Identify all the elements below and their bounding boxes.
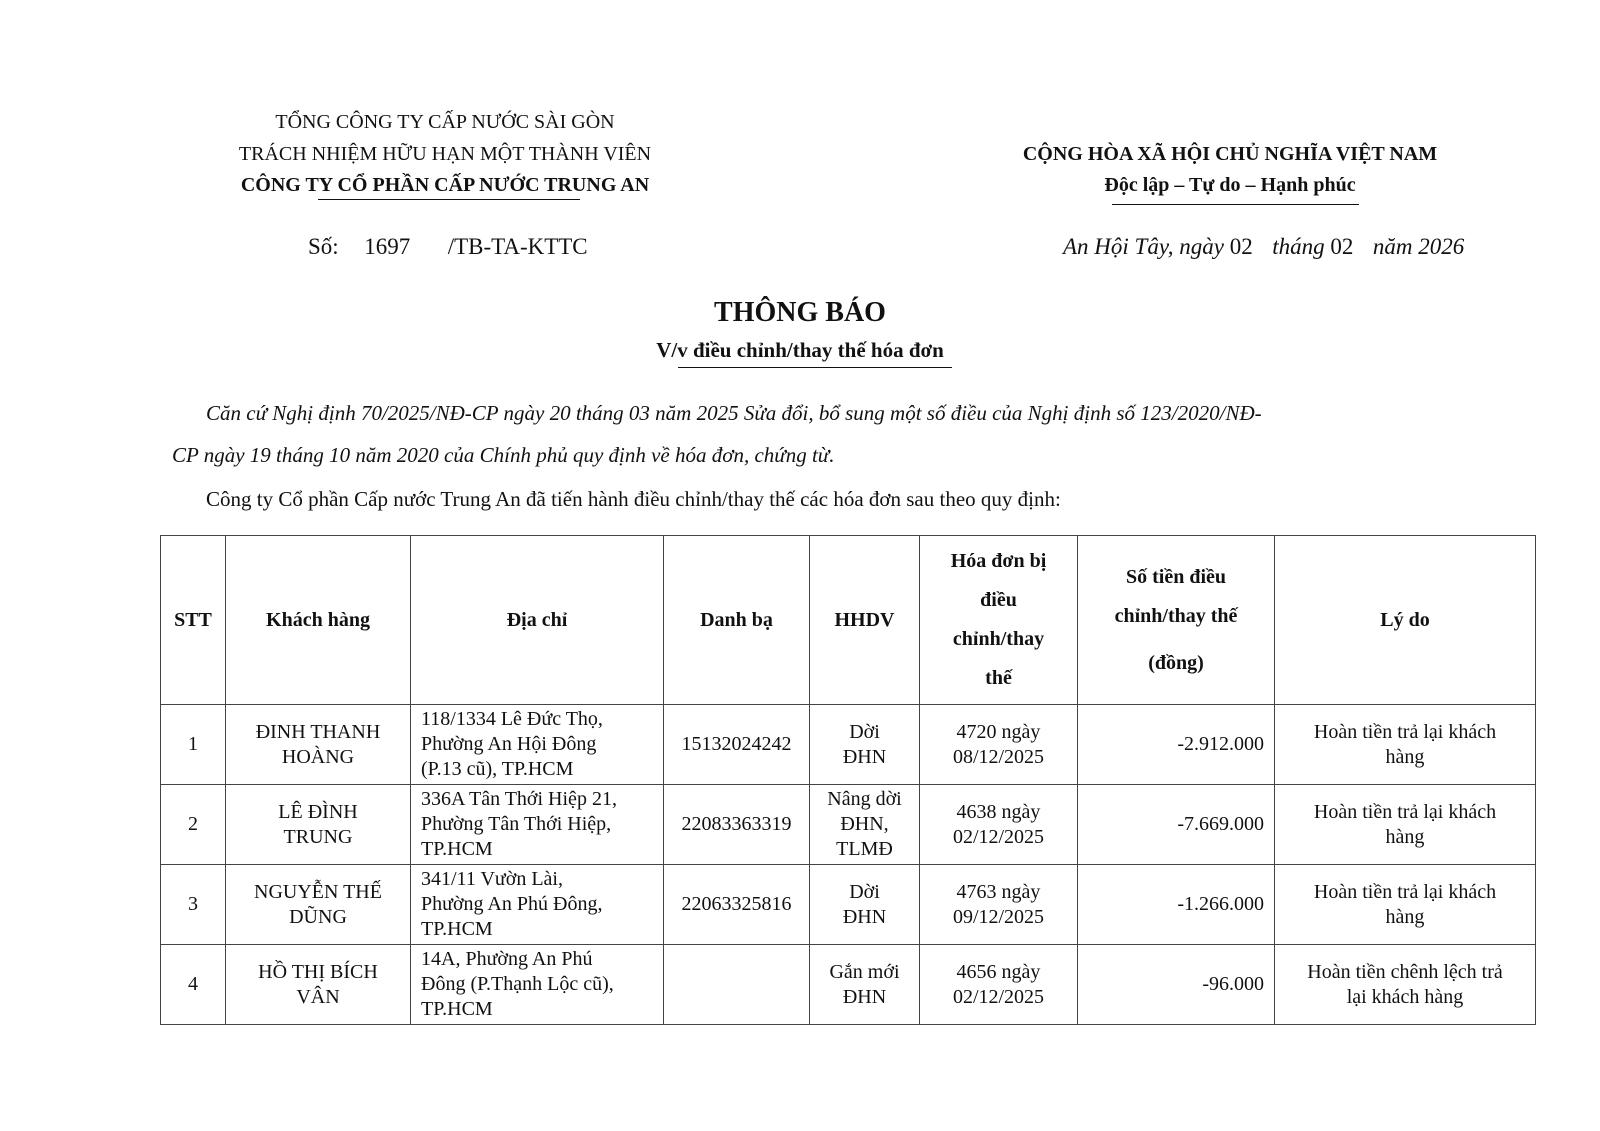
cell-invoice (920, 705, 1078, 785)
table-row (161, 705, 1536, 785)
document-number-prefix: Số: (308, 234, 339, 259)
cell-line: 336A Tân Thới Hiệp 21, (421, 788, 617, 810)
cell-customer (226, 945, 411, 1025)
header-amount-line: chỉnh/thay thế (1114, 604, 1238, 627)
cell-amount: -7.669.000 (1078, 785, 1275, 865)
cell-reason (1275, 705, 1536, 785)
cell-line: 4720 ngày (956, 720, 1041, 743)
header-invoice-line: chỉnh/thay (952, 628, 1045, 650)
header-invoice (920, 536, 1078, 705)
cell-line: Hoàn tiền trả lại khách (1313, 880, 1497, 903)
cell-contract: 15132024242 (664, 705, 810, 785)
cell-customer (226, 785, 411, 865)
cell-line: Hoàn tiền chênh lệch trả (1307, 960, 1503, 983)
cell-contract: 22063325816 (664, 865, 810, 945)
table-row (161, 785, 1536, 865)
header-amount (1078, 536, 1275, 705)
cell-line: TLMĐ (836, 838, 893, 860)
cell-invoice (920, 785, 1078, 865)
cell-line: 02/12/2025 (952, 985, 1045, 1008)
header-service: HHDV (810, 536, 920, 705)
cell-stt: 3 (161, 865, 226, 945)
cell-line: hàng (1385, 825, 1425, 848)
cell-line: 4656 ngày (956, 960, 1041, 983)
subtitle-underline (678, 367, 952, 368)
cell-line: ĐINH THANH (255, 720, 381, 743)
parent-company-type: TRÁCH NHIỆM HỮU HẠN MỘT THÀNH VIÊN (238, 143, 652, 165)
cell-line: ĐHN (842, 905, 887, 928)
cell-amount: -96.000 (1078, 945, 1275, 1025)
cell-address (411, 705, 664, 785)
cell-line: Hoàn tiền trả lại khách (1313, 800, 1497, 823)
national-motto-underline (1112, 204, 1359, 205)
cell-line: hàng (1385, 905, 1425, 928)
cell-line: Phường An Phú Đông, (421, 893, 603, 915)
document-number-value: 1697 (364, 234, 411, 259)
cell-customer (226, 865, 411, 945)
table-row (161, 865, 1536, 945)
cell-line: 4763 ngày (956, 880, 1041, 903)
cell-line: hàng (1385, 745, 1425, 768)
cell-line: HOÀNG (281, 745, 355, 768)
date-place: An Hội Tây, ngày (1063, 234, 1224, 259)
cell-line: 4638 ngày (956, 800, 1041, 823)
date-month: 02 (1330, 234, 1354, 259)
date-month-label: tháng (1272, 234, 1325, 259)
cell-reason (1275, 785, 1536, 865)
cell-line: Phường Tân Thới Hiệp, (421, 813, 612, 835)
date-day: 02 (1229, 234, 1253, 259)
company-name: CÔNG TY CỔ PHẦN CẤP NƯỚC TRUNG AN (240, 174, 650, 196)
document-title: THÔNG BÁO (714, 297, 886, 328)
cell-amount: -2.912.000 (1078, 705, 1275, 785)
header-customer: Khách hàng (226, 536, 411, 705)
cell-line: DŨNG (289, 905, 347, 928)
header-invoice-line: thế (985, 667, 1012, 689)
cell-line: LÊ ĐÌNH (278, 800, 358, 823)
cell-line: Dời (849, 720, 880, 743)
date-line (1063, 234, 1464, 260)
cell-contract (664, 945, 810, 1025)
cell-address (411, 865, 664, 945)
cell-invoice (920, 865, 1078, 945)
cell-line: NGUYỄN THẾ (254, 880, 382, 903)
cell-line: Gắn mới (829, 960, 900, 983)
document-subtitle: V/v điều chỉnh/thay thế hóa đơn (656, 338, 944, 362)
date-year: năm 2026 (1372, 234, 1465, 259)
table-row (161, 945, 1536, 1025)
cell-line: TP.HCM (421, 918, 493, 940)
header-address: Địa chỉ (411, 536, 664, 705)
cell-line: Dời (849, 880, 880, 903)
cell-line: ĐHN, (840, 813, 889, 835)
cell-line: 09/12/2025 (952, 905, 1045, 928)
national-title: CỘNG HÒA XÃ HỘI CHỦ NGHĨA VIỆT NAM (1022, 143, 1438, 165)
cell-address (411, 785, 664, 865)
cell-line: TP.HCM (421, 838, 493, 860)
header-stt: STT (161, 536, 226, 705)
parent-company-name: TỔNG CÔNG TY CẤP NƯỚC SÀI GÒN (275, 111, 615, 133)
document-number-suffix: /TB-TA-KTTC (447, 234, 588, 259)
cell-service (810, 865, 920, 945)
cell-line: VÂN (296, 985, 340, 1008)
header-reason: Lý do (1275, 536, 1536, 705)
header-amount-line: (đồng) (1148, 651, 1204, 674)
cell-line: 14A, Phường An Phú (421, 948, 593, 970)
cell-line: (P.13 cũ), TP.HCM (421, 758, 574, 780)
cell-line: ĐHN (842, 985, 887, 1008)
table-header-row (161, 536, 1536, 705)
header-contract: Danh bạ (664, 536, 810, 705)
cell-line: Đông (P.Thạnh Lộc cũ), (421, 973, 614, 995)
legal-basis-line-2: CP ngày 19 tháng 10 năm 2020 của Chính phủ quy định về hóa đơn, chứng từ. (172, 443, 835, 467)
cell-line: 341/11 Vườn Lài, (421, 868, 563, 890)
cell-address (411, 945, 664, 1025)
legal-basis-line-1: Căn cứ Nghị định 70/2025/NĐ-CP ngày 20 tháng 03 năm 2025 Sửa đổi, bổ sung một số điều của Nghị định số 123/2020/NĐ- (206, 401, 1262, 425)
cell-line: HỒ THỊ BÍCH (258, 960, 378, 983)
cell-contract: 22083363319 (664, 785, 810, 865)
cell-line: TP.HCM (421, 998, 493, 1020)
cell-reason (1275, 865, 1536, 945)
company-name-underline (318, 199, 580, 200)
header-invoice-line: điều (980, 589, 1017, 611)
cell-service (810, 785, 920, 865)
cell-service (810, 945, 920, 1025)
cell-line: TRUNG (283, 825, 353, 848)
header-invoice-line: Hóa đơn bị (950, 550, 1047, 572)
cell-stt: 4 (161, 945, 226, 1025)
cell-line: 118/1334 Lê Đức Thọ, (421, 708, 603, 730)
header-amount-line: Số tiền điều (1125, 565, 1227, 588)
cell-line: ĐHN (842, 745, 887, 768)
cell-amount: -1.266.000 (1078, 865, 1275, 945)
cell-stt: 2 (161, 785, 226, 865)
cell-service (810, 705, 920, 785)
cell-customer (226, 705, 411, 785)
cell-line: lại khách hàng (1346, 985, 1464, 1008)
cell-invoice (920, 945, 1078, 1025)
cell-line: Hoàn tiền trả lại khách (1313, 720, 1497, 743)
cell-line: Phường An Hội Đông (421, 733, 597, 755)
cell-line: Nâng dời (827, 788, 902, 810)
cell-line: 08/12/2025 (952, 745, 1045, 768)
invoice-adjustment-table (160, 535, 1536, 1025)
national-motto: Độc lập – Tự do – Hạnh phúc (1104, 174, 1356, 196)
intro-paragraph: Công ty Cổ phần Cấp nước Trung An đã tiến hành điều chỉnh/thay thế các hóa đơn sau theo quy định: (206, 487, 1061, 511)
cell-stt: 1 (161, 705, 226, 785)
cell-reason (1275, 945, 1536, 1025)
document-number (308, 234, 588, 260)
cell-line: 02/12/2025 (952, 825, 1045, 848)
